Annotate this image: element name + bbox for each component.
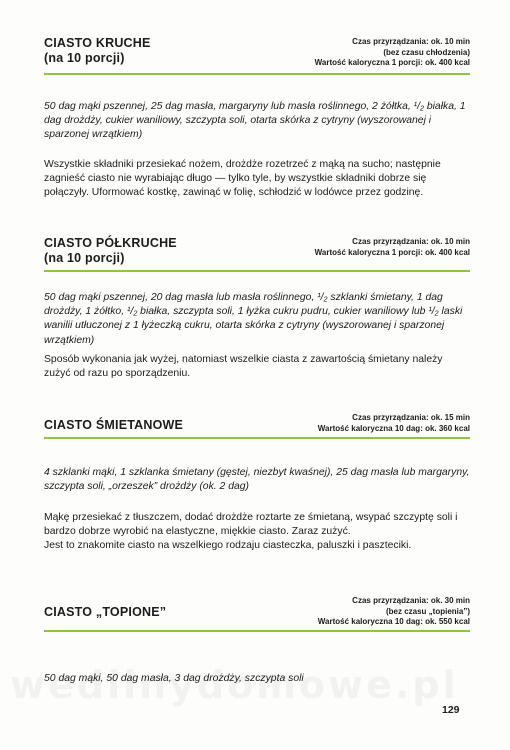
ingredients: 50 dag mąki pszennej, 20 dag masła lub masła roślinnego, ¹/₂ szklanki śmietany, 1 dag drożdży, 1 żółtko, ¹/₂ białka, szczypta soli, 1 łyżka cukru pudru, cukier waniliowy lub ¹/₂ laski wanilii utłuczonej z 1 łyżeczką cukru, otarta skórka z cytryny (wyszorowanej i sparzonej wrzątkiem) — [44, 292, 463, 346]
green-rule — [44, 630, 470, 632]
recipe-header — [44, 595, 470, 628]
recipe-meta — [315, 36, 470, 69]
method: Wszystkie składniki przesiekać nożem, drożdże rozetrzeć z mąką na sucho; następnie zagnieść ciasto nie wyrabiając długo — tylko tyle, by wszystkie składniki dobrze się połączyły. Uformować kostkę, zawinąć w folię, schłodzić w lodówce przez godzinę. — [44, 159, 441, 199]
recipe-header — [44, 36, 470, 69]
calories: Wartość kaloryczna 10 dag: ok. 550 kcal — [317, 617, 470, 626]
recipe-meta — [318, 595, 470, 628]
recipe-portions: (na 10 porcji) — [44, 251, 125, 265]
prep-time-note: (bez czasu chłodzenia) — [383, 47, 470, 57]
page-number: 129 — [442, 704, 460, 716]
method: Sposób wykonania jak wyżej, natomiast wszelkie ciasta z zawartością śmietany należy zużyć od razu po sporządzeniu. — [44, 354, 443, 380]
ingredients: 50 dag mąki, 50 dag masła, 3 dag drożdży, szczypta soli — [44, 673, 304, 684]
recipe-title — [44, 236, 177, 266]
prep-time: Czas przyrządzania: ok. 10 min — [352, 237, 470, 246]
recipe-ciasto-kruche — [44, 36, 470, 199]
ingredients: 4 szklanki mąki, 1 szklanka śmietany (gęstej, niezbyt kwaśnej), 25 dag masła lub margaryny, szczypta soli, „orzeszek” drożdży (ok. 2 dag) — [44, 467, 470, 493]
recipe-title — [44, 414, 183, 433]
green-rule — [44, 437, 470, 439]
calories: Wartość kaloryczna 1 porcji: ok. 400 kcal — [314, 247, 470, 257]
recipe-title — [44, 603, 166, 620]
green-rule — [44, 73, 470, 75]
recipe-ciasto-topione — [44, 595, 470, 684]
recipe-meta — [318, 412, 470, 434]
ingredients: 50 dag mąki pszennej, 25 dag masła, margaryny lub masła roślinnego, 2 żółtka, ¹/₂ białka, 1 dag drożdży, cukier waniliowy, szczypta soli, otarta skórka z cytryny (wyszorowanej i sparzonej wrzątkiem) — [44, 101, 466, 141]
prep-time: Czas przyrządzania: ok. 30 min — [352, 596, 470, 605]
watermark — [10, 663, 510, 707]
recipe-header — [44, 412, 470, 434]
recipe-ciasto-polkruche — [44, 236, 470, 380]
recipe-title — [44, 36, 151, 66]
method-note: Jest to znakomite ciasto na wszelkiego rodzaju ciasteczka, paluszki i paszteciki. — [44, 540, 412, 551]
calories: Wartość kaloryczna 10 dag: ok. 360 kcal — [317, 423, 470, 433]
recipe-title-line1: CIASTO PÓŁKRUCHE — [44, 236, 177, 250]
recipe-meta — [315, 236, 470, 258]
recipe-portions: (na 10 porcji) — [44, 51, 125, 65]
calories: Wartość kaloryczna 1 porcji: ok. 400 kcal — [314, 58, 470, 67]
recipe-title-line1: CIASTO „TOPIONE” — [44, 604, 167, 619]
recipe-header — [44, 236, 470, 266]
prep-time: Czas przyrządzania: ok. 15 min — [352, 413, 470, 422]
recipe-ciasto-smietanowe — [44, 412, 470, 551]
prep-time: Czas przyrządzania: ok. 10 min — [352, 37, 470, 46]
recipe-title-line1: CIASTO KRUCHE — [44, 36, 151, 50]
prep-time-note: (bez czasu „topienia”) — [385, 606, 470, 616]
green-rule — [44, 270, 470, 272]
recipe-title-line1: CIASTO ŚMIETANOWE — [44, 417, 184, 432]
method: Mąkę przesiekać z tłuszczem, dodać drożdże roztarte ze śmietaną, wsypać szczyptę soli i bardzo dobrze wyrobić na elastyczne, miękkie ciasto. Zaraz zużyć. — [44, 512, 458, 538]
